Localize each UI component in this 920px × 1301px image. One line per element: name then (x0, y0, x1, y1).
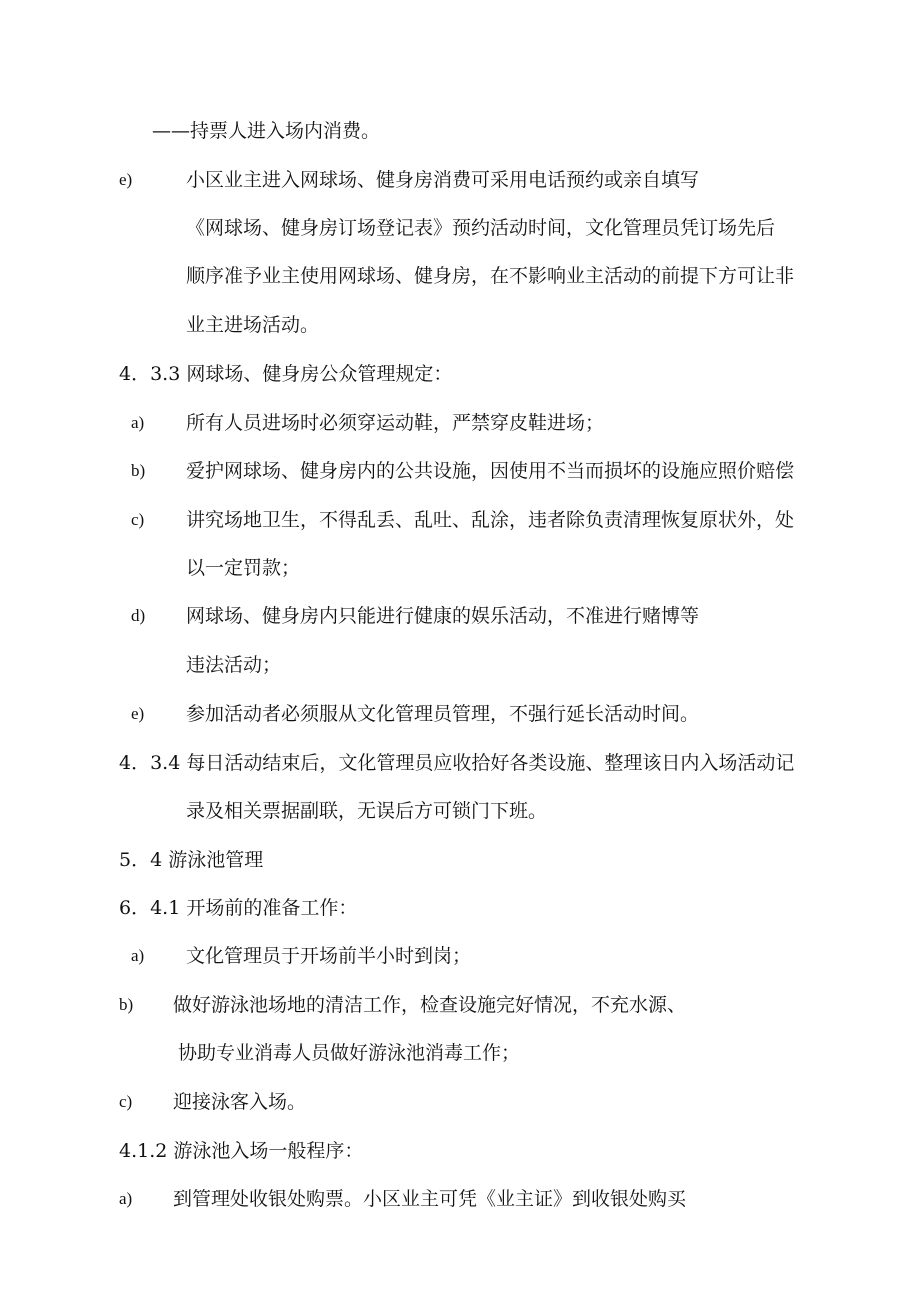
hygiene-rule-continuation: 以一定罚款； (186, 557, 301, 579)
item-marker-b: b) (131, 461, 146, 480)
item-marker-a: a) (119, 1189, 133, 1208)
section-heading-4-3-3: 4．3.3 网球场、健身房公众管理规定： (119, 363, 453, 385)
item-marker-a: a) (131, 946, 145, 965)
booking-item-continuation-2: 顺序准予业主使用网球场、健身房，在不影响业主活动的前提下方可让非 (186, 265, 795, 287)
item-marker-c: c) (119, 1092, 133, 1111)
arrive-early-item: 文化管理员于开场前半小时到岗； (186, 945, 472, 967)
pool-cleaning-item: 做好游泳池场地的清洁工作，检查设施完好情况，不充水源、 (173, 994, 687, 1016)
section-heading-preparation: 6．4.1 开场前的准备工作： (119, 897, 358, 919)
obey-manager-rule: 参加活动者必须服从文化管理员管理，不强行延长活动时间。 (186, 703, 700, 725)
section-heading-4-3-4: 4．3.4 每日活动结束后，文化管理员应收拾好各类设施、整理该日内入场活动记 (119, 752, 795, 774)
facility-care-rule: 爱护网球场、健身房内的公共设施，因使用不当而损坏的设施应照价赔偿 (186, 460, 795, 482)
buy-ticket-item: 到管理处收银处购票。小区业主可凭《业主证》到收银处购买 (173, 1188, 687, 1210)
item-marker-c: c) (131, 510, 145, 529)
healthy-activity-rule-continuation: 违法活动； (186, 654, 282, 676)
healthy-activity-rule: 网球场、健身房内只能进行健康的娱乐活动，不准进行赌博等 (186, 605, 700, 627)
booking-item-text: 小区业主进入网球场、健身房消费可采用电话预约或亲自填写 (186, 169, 700, 191)
pool-cleaning-continuation: 协助专业消毒人员做好游泳池消毒工作； (178, 1042, 521, 1064)
item-marker-a: a) (131, 413, 145, 432)
welcome-swimmers-item: 迎接泳客入场。 (173, 1091, 307, 1113)
item-marker-d: d) (131, 606, 146, 625)
ticket-holder-line: ——持票人进入场内消费。 (152, 120, 381, 142)
section-heading-entry-procedure: 4.1.2 游泳池入场一般程序： (119, 1140, 364, 1162)
hygiene-rule: 讲究场地卫生，不得乱丢、乱吐、乱涂，违者除负责清理恢复原状外，处 (186, 509, 795, 531)
sports-shoes-rule: 所有人员进场时必须穿运动鞋，严禁穿皮鞋进场； (186, 412, 605, 434)
item-marker-e: e) (131, 704, 145, 723)
item-marker-b: b) (119, 995, 134, 1014)
item-marker-e: e) (119, 170, 133, 189)
booking-item-continuation-1: 《网球场、健身房订场登记表》预约活动时间，文化管理员凭订场先后 (186, 217, 776, 239)
booking-item-continuation-3: 业主进场活动。 (186, 314, 320, 336)
section-4-3-4-continuation: 录及相关票据副联，无误后方可锁门下班。 (186, 800, 548, 822)
section-heading-swimming-pool: 5．4 游泳池管理 (119, 849, 264, 871)
